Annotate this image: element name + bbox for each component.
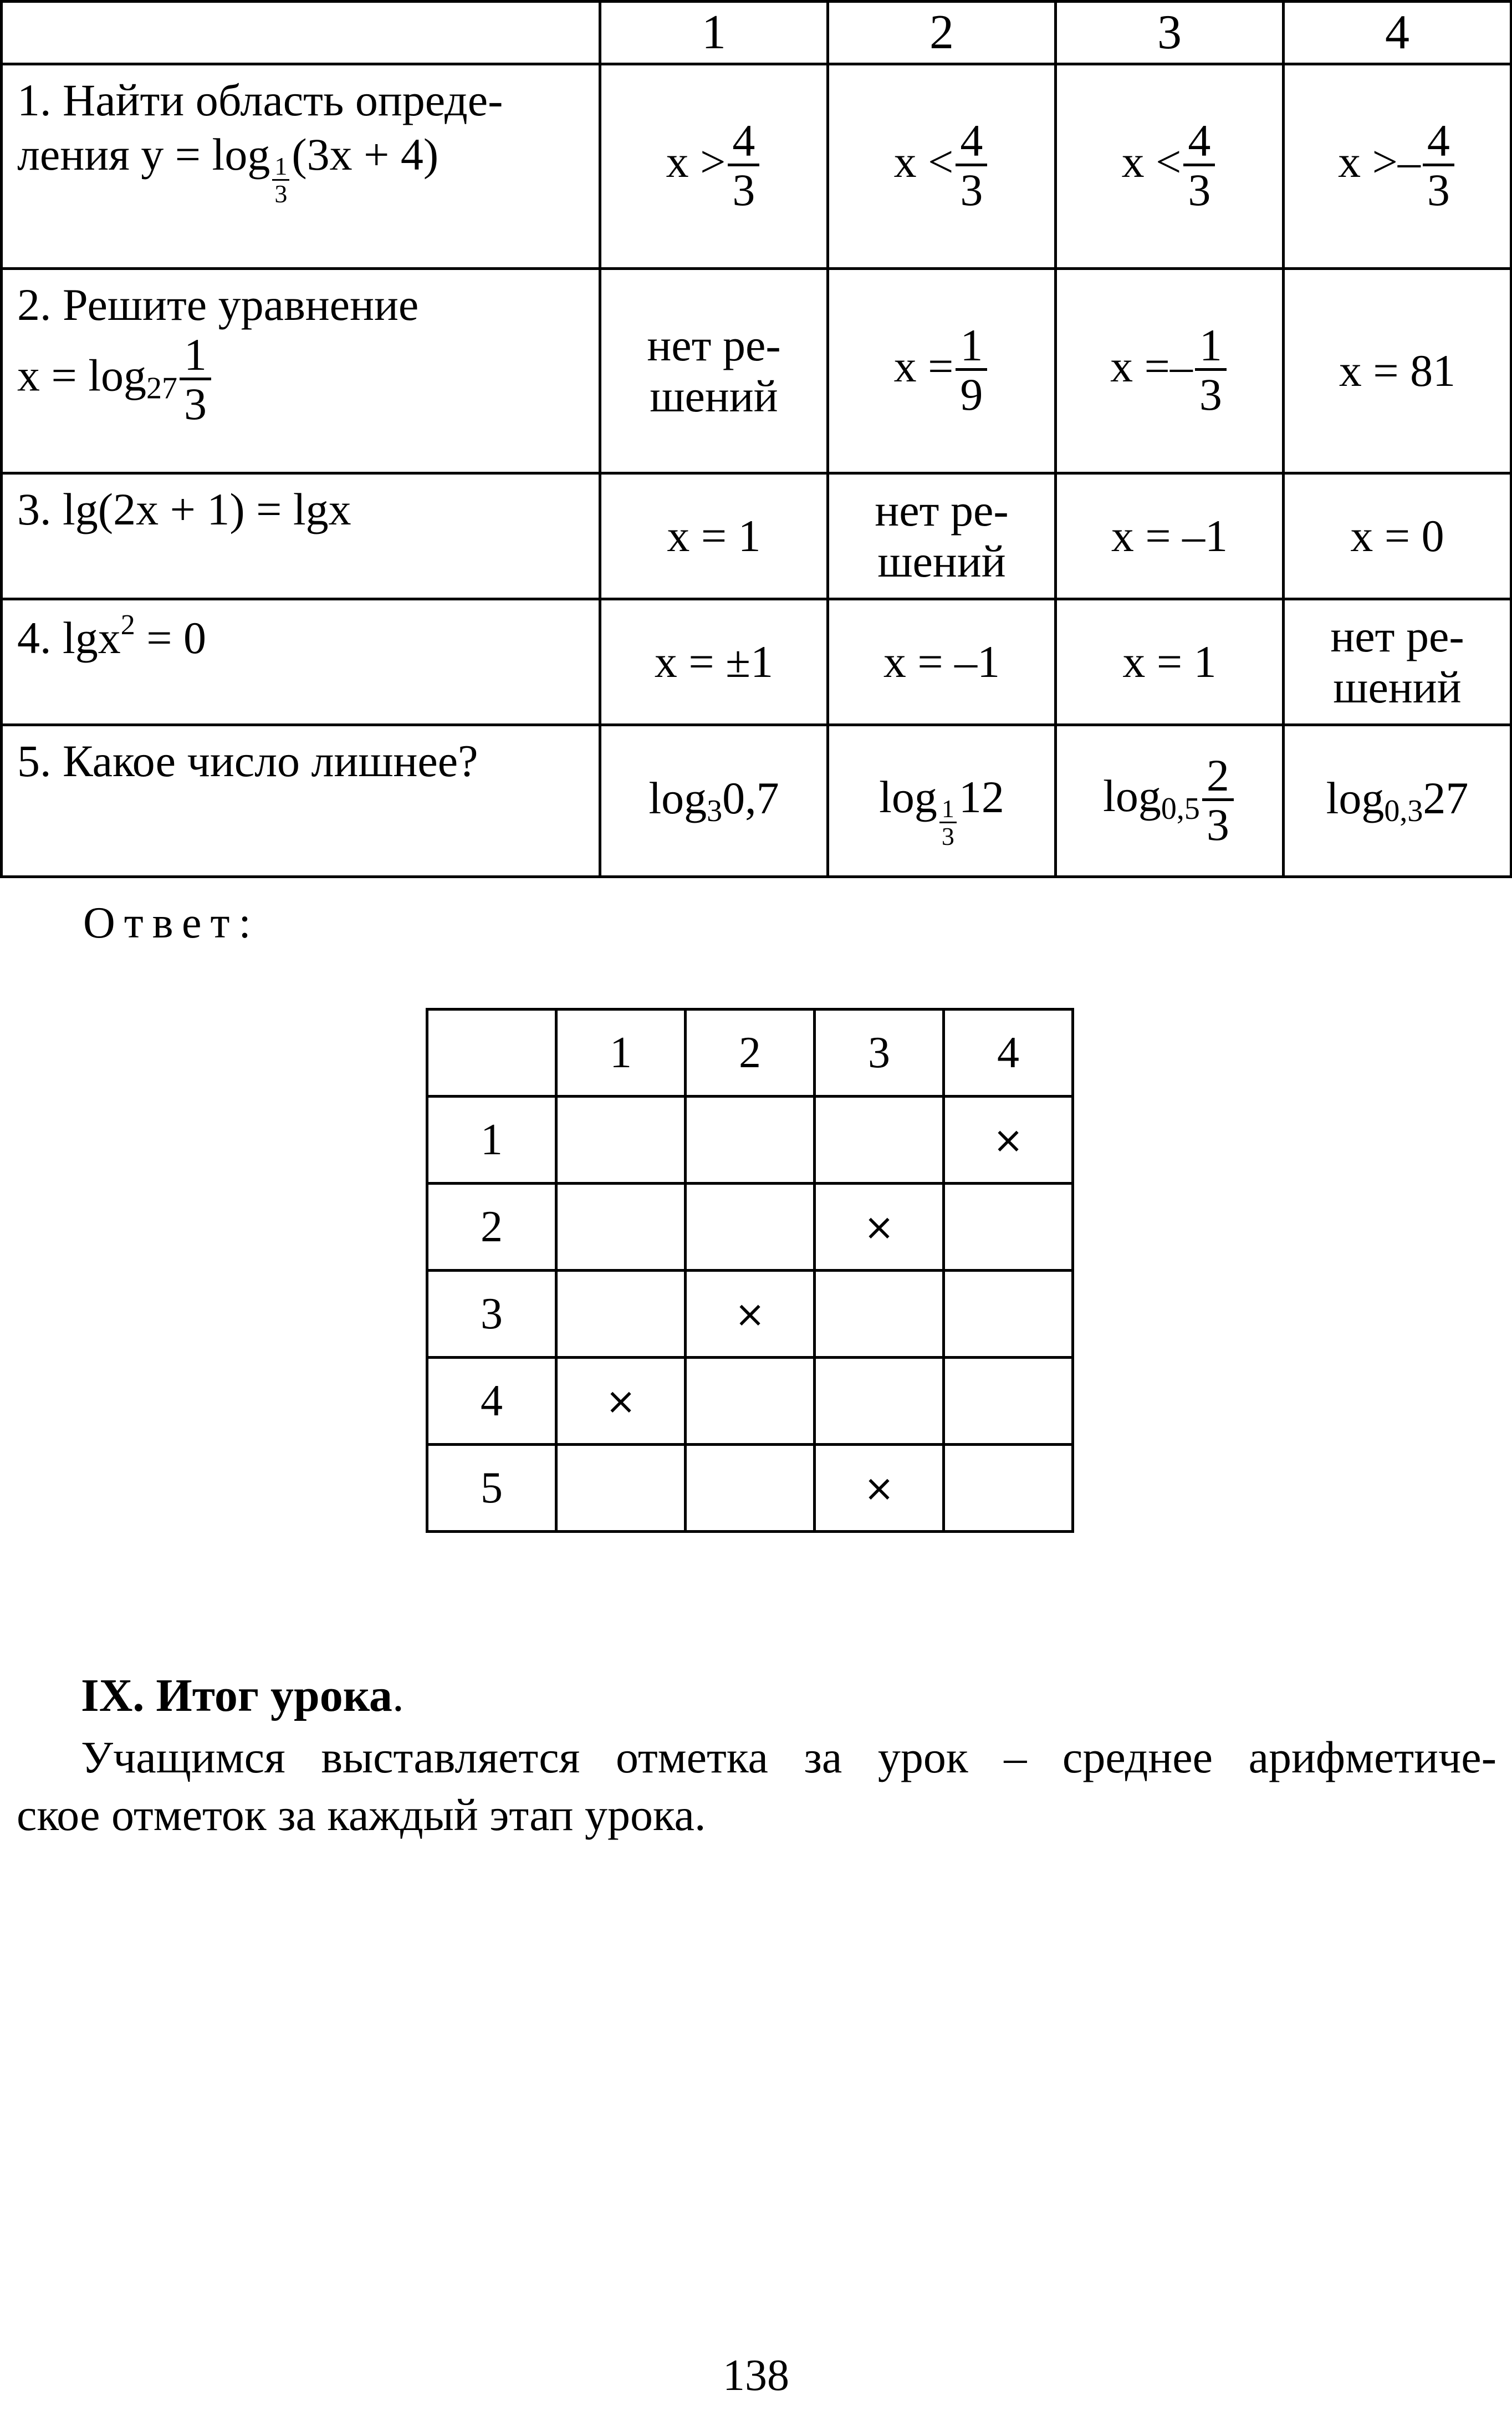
question-cell	[2, 269, 600, 473]
grid-header-cell: 1	[556, 1010, 686, 1097]
grid-cell	[944, 1358, 1073, 1445]
header-cell: 4	[1284, 2, 1511, 64]
answer-cell: x = $\frac{1}{9}$	[828, 269, 1056, 473]
grid-row	[427, 1358, 1073, 1445]
answer-cell: x = 1	[600, 473, 828, 599]
grid-cell	[686, 1097, 815, 1184]
quiz-header-row	[2, 2, 1511, 64]
grid-row	[427, 1445, 1073, 1532]
answer-cell: x =– $\frac{1}{3}$	[1056, 269, 1284, 473]
answer-cell: x = –1	[828, 599, 1056, 725]
grid-row	[427, 1184, 1073, 1271]
answer-cell: x >– $\frac{4}{3}$	[1284, 64, 1511, 269]
grid-row-label: 3	[427, 1271, 556, 1358]
answer-grid	[426, 1008, 1074, 1533]
summary-paragraph	[17, 1729, 1496, 1844]
section-title: IX. Итог урока.	[81, 1670, 404, 1721]
answer-cell: x < $\frac{4}{3}$	[828, 64, 1056, 269]
grid-cell	[944, 1271, 1073, 1358]
question-formula: $x = \log_{27}$ $\frac{1}{3}$	[17, 332, 591, 428]
answer-cell: x > $\frac{4}{3}$	[600, 64, 828, 269]
grid-cell: ×	[815, 1184, 944, 1271]
question-text: 2. Решите уравнение	[17, 279, 419, 330]
answer-cell: $\log_30,7$	[600, 725, 828, 877]
grid-cell: ×	[815, 1445, 944, 1532]
grid-header-row	[427, 1010, 1073, 1097]
grid-cell: ×	[556, 1358, 686, 1445]
grid-row-label: 4	[427, 1358, 556, 1445]
header-cell: 1	[600, 2, 828, 64]
grid-cell	[686, 1184, 815, 1271]
grid-cell	[815, 1358, 944, 1445]
answer-cell: x < $\frac{4}{3}$	[1056, 64, 1284, 269]
grid-cell	[944, 1184, 1073, 1271]
grid-row-label: 1	[427, 1097, 556, 1184]
paragraph-line: ское отметок за каждый этап урока.	[17, 1790, 706, 1841]
grid-row-label: 2	[427, 1184, 556, 1271]
answer-cell: нет ре- шений	[828, 473, 1056, 599]
answer-cell: x = 0	[1284, 473, 1511, 599]
paragraph-line: Учащимся выставляется отметка за урок – среднее арифметиче-	[81, 1732, 1496, 1782]
grid-cell	[556, 1445, 686, 1532]
grid-cell	[815, 1271, 944, 1358]
grid-cell: ×	[944, 1097, 1073, 1184]
table-row	[2, 473, 1511, 599]
question-cell	[2, 599, 600, 725]
header-cell: 3	[1056, 2, 1284, 64]
question-cell	[2, 64, 600, 269]
answer-label: Ответ:	[83, 899, 260, 947]
table-row	[2, 64, 1511, 269]
grid-header-cell	[427, 1010, 556, 1097]
grid-cell	[944, 1445, 1073, 1532]
grid-header-cell: 4	[944, 1010, 1073, 1097]
answer-cell: x = ±1	[600, 599, 828, 725]
grid-header-cell: 3	[815, 1010, 944, 1097]
question-text: 4. lgx$^2$ = 0	[17, 609, 207, 663]
grid-row-label: 5	[427, 1445, 556, 1532]
table-row	[2, 725, 1511, 877]
quiz-table	[0, 0, 1512, 878]
answer-cell: нет ре- шений	[1284, 599, 1511, 725]
question-formula: ления y = log $\frac{1}{3}$ (3x + 4)	[17, 129, 439, 208]
grid-row	[427, 1271, 1073, 1358]
answer-cell: x = –1	[1056, 473, 1284, 599]
grid-row	[427, 1097, 1073, 1184]
header-cell: 2	[828, 2, 1056, 64]
table-row	[2, 269, 1511, 473]
question-cell	[2, 725, 600, 877]
grid-cell	[556, 1184, 686, 1271]
grid-cell	[556, 1097, 686, 1184]
answer-cell: $\log_{0,5}$ $\frac{2}{3}$	[1056, 725, 1284, 877]
answer-cell: $\log_{0,3}27$	[1284, 725, 1511, 877]
answer-cell: x = 1	[1056, 599, 1284, 725]
grid-header-cell: 2	[686, 1010, 815, 1097]
question-text: 1. Найти область опреде-	[17, 75, 503, 125]
question-text: 3. lg(2x + 1) = lgx	[17, 484, 351, 534]
answer-cell: log $\frac{1}{3}$ 12	[828, 725, 1056, 877]
grid-cell	[815, 1097, 944, 1184]
answer-cell: x = 81	[1284, 269, 1511, 473]
grid-cell	[686, 1445, 815, 1532]
page-number: 138	[723, 2351, 789, 2400]
answer-cell: нет ре- шений	[600, 269, 828, 473]
grid-cell	[556, 1271, 686, 1358]
table-row	[2, 599, 1511, 725]
header-cell	[2, 2, 600, 64]
grid-cell: ×	[686, 1271, 815, 1358]
question-text: 5. Какое число лишнее?	[17, 736, 478, 786]
question-cell	[2, 473, 600, 599]
grid-cell	[686, 1358, 815, 1445]
